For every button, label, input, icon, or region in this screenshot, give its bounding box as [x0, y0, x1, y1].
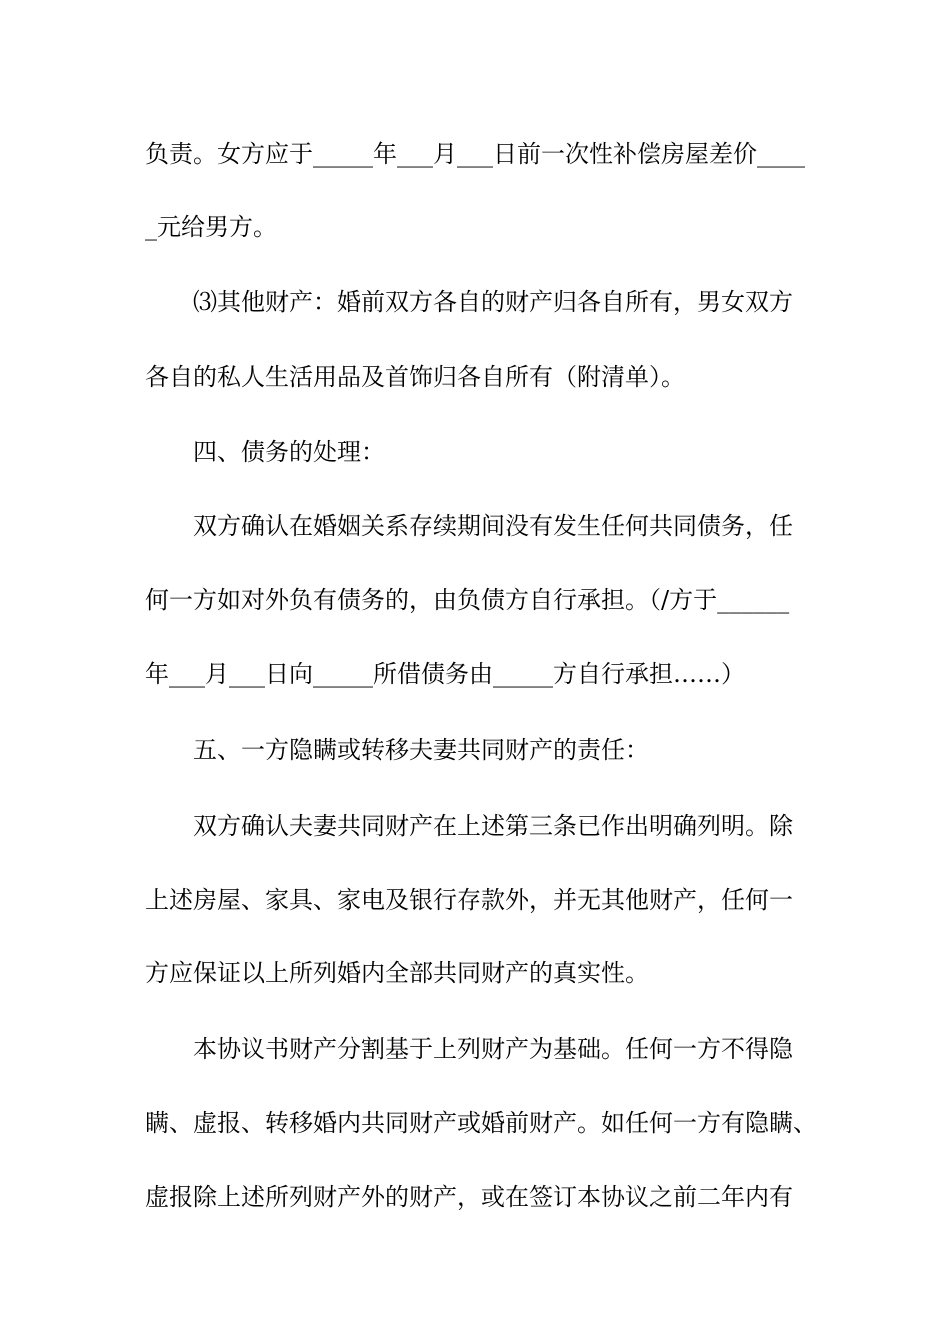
text-line: 负责。女方应于_____年___月___日前一次性补偿房屋差价____: [145, 140, 805, 168]
text-line: 本协议书财产分割基于上列财产为基础。任何一方不得隐: [193, 1035, 793, 1063]
text-line: _元给男方。: [145, 213, 277, 241]
text-line: 瞒、虚报、转移婚内共同财产或婚前财产。如任何一方有隐瞒、: [145, 1109, 817, 1137]
section-heading: 五、一方隐瞒或转移夫妻共同财产的责任：: [193, 736, 649, 764]
section-heading: 四、债务的处理：: [193, 438, 385, 466]
text-line: 方应保证以上所列婚内全部共同财产的真实性。: [145, 959, 649, 987]
text-line: 上述房屋、家具、家电及银行存款外，并无其他财产，任何一: [145, 886, 793, 914]
text-line: 虚报除上述所列财产外的财产，或在签订本协议之前二年内有: [145, 1183, 793, 1211]
text-line: 年___月___日向_____所借债务由_____方自行承担……）: [145, 660, 745, 688]
text-line: ⑶其他财产：婚前双方各自的财产归各自所有，男女双方: [193, 288, 793, 316]
text-line: 双方确认夫妻共同财产在上述第三条已作出明确列明。除: [193, 812, 793, 840]
text-line: 各自的私人生活用品及首饰归各自所有（附清单）。: [145, 363, 685, 391]
text-line: 双方确认在婚姻关系存续期间没有发生任何共同债务，任: [193, 512, 793, 540]
text-line: 何一方如对外负有债务的，由负债方自行承担。（/方于______: [145, 586, 790, 614]
